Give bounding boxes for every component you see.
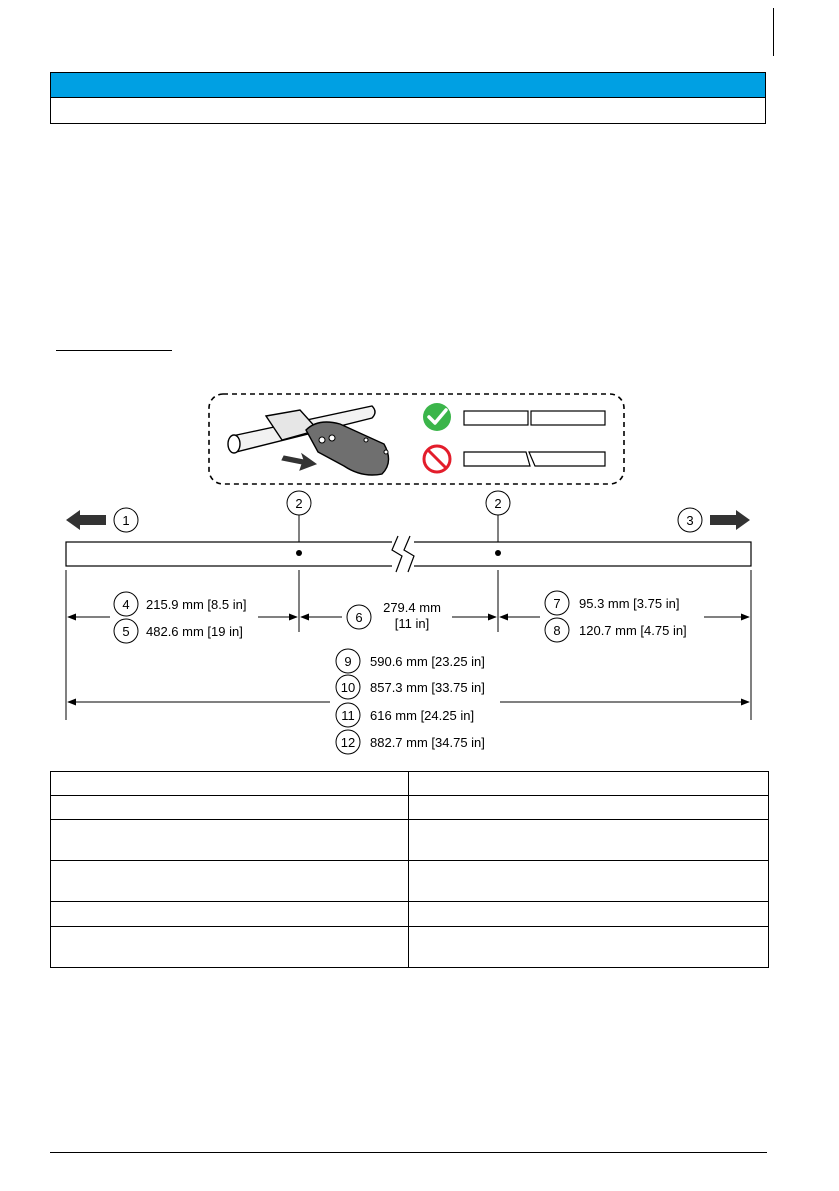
table-cell xyxy=(409,796,769,820)
svg-text:95.3 mm [3.75 in]: 95.3 mm [3.75 in] xyxy=(579,596,680,611)
svg-text:[11 in]: [11 in] xyxy=(394,616,430,631)
dimension-9 xyxy=(336,649,485,673)
table-cell xyxy=(51,820,409,861)
legend-table xyxy=(50,771,769,968)
arrow-left-icon xyxy=(66,510,106,530)
table-row xyxy=(51,796,769,820)
incorrect-cut-right xyxy=(529,452,605,466)
dimension-7 xyxy=(545,591,679,615)
dimension-6 xyxy=(347,600,441,631)
svg-text:1: 1 xyxy=(122,513,130,528)
table-cell xyxy=(51,861,409,902)
footer-rule xyxy=(50,1152,767,1153)
tube-cutter-icon xyxy=(228,406,389,475)
svg-text:6: 6 xyxy=(355,610,363,625)
svg-text:120.7 mm [4.75 in]: 120.7 mm [4.75 in] xyxy=(579,623,687,638)
svg-text:12: 12 xyxy=(340,735,356,750)
correct-cut-left xyxy=(464,411,528,425)
prohibited-icon xyxy=(424,446,450,472)
svg-text:5: 5 xyxy=(122,624,130,639)
table-cell xyxy=(51,772,409,796)
dimension-11 xyxy=(336,703,474,727)
table-cell xyxy=(409,772,769,796)
svg-text:279.4 mm: 279.4 mm xyxy=(383,600,441,615)
svg-text:8: 8 xyxy=(553,623,561,638)
check-icon xyxy=(423,403,451,431)
table-row xyxy=(51,861,769,902)
dimension-10 xyxy=(336,675,485,699)
table-cell xyxy=(51,902,409,927)
callout-2a xyxy=(287,491,311,515)
mark-point-2 xyxy=(495,550,501,556)
dimension-8 xyxy=(545,618,687,642)
table-cell xyxy=(409,927,769,968)
incorrect-cut-left xyxy=(464,452,530,466)
svg-text:10: 10 xyxy=(340,680,356,695)
callout-1 xyxy=(114,508,138,532)
callout-3 xyxy=(678,508,702,532)
table-row xyxy=(51,902,769,927)
table-row xyxy=(51,820,769,861)
svg-text:2: 2 xyxy=(295,496,303,511)
dimension-4 xyxy=(114,592,246,616)
svg-text:482.6 mm [19 in]: 482.6 mm [19 in] xyxy=(146,624,243,639)
table-row xyxy=(51,772,769,796)
table-row xyxy=(51,927,769,968)
arrow-right-icon xyxy=(710,510,750,530)
callout-2b xyxy=(486,491,510,515)
svg-text:215.9 mm [8.5 in]: 215.9 mm [8.5 in] xyxy=(146,597,247,612)
svg-text:3: 3 xyxy=(686,513,694,528)
table-cell xyxy=(51,927,409,968)
table-cell xyxy=(51,796,409,820)
table-cell xyxy=(409,861,769,902)
correct-cut-right xyxy=(531,411,605,425)
table-cell xyxy=(409,902,769,927)
svg-text:11: 11 xyxy=(341,708,355,723)
dimension-12 xyxy=(336,730,485,754)
svg-text:590.6 mm [23.25 in]: 590.6 mm [23.25 in] xyxy=(370,654,485,669)
svg-text:7: 7 xyxy=(553,596,561,611)
dimension-5 xyxy=(114,619,243,643)
mark-point-1 xyxy=(296,550,302,556)
svg-text:857.3 mm [33.75 in]: 857.3 mm [33.75 in] xyxy=(370,680,485,695)
table-cell xyxy=(409,820,769,861)
svg-text:9: 9 xyxy=(344,654,352,669)
svg-text:616 mm [24.25 in]: 616 mm [24.25 in] xyxy=(370,708,475,723)
svg-text:2: 2 xyxy=(494,496,502,511)
svg-text:882.7 mm [34.75 in]: 882.7 mm [34.75 in] xyxy=(370,735,485,750)
svg-text:4: 4 xyxy=(122,597,130,612)
